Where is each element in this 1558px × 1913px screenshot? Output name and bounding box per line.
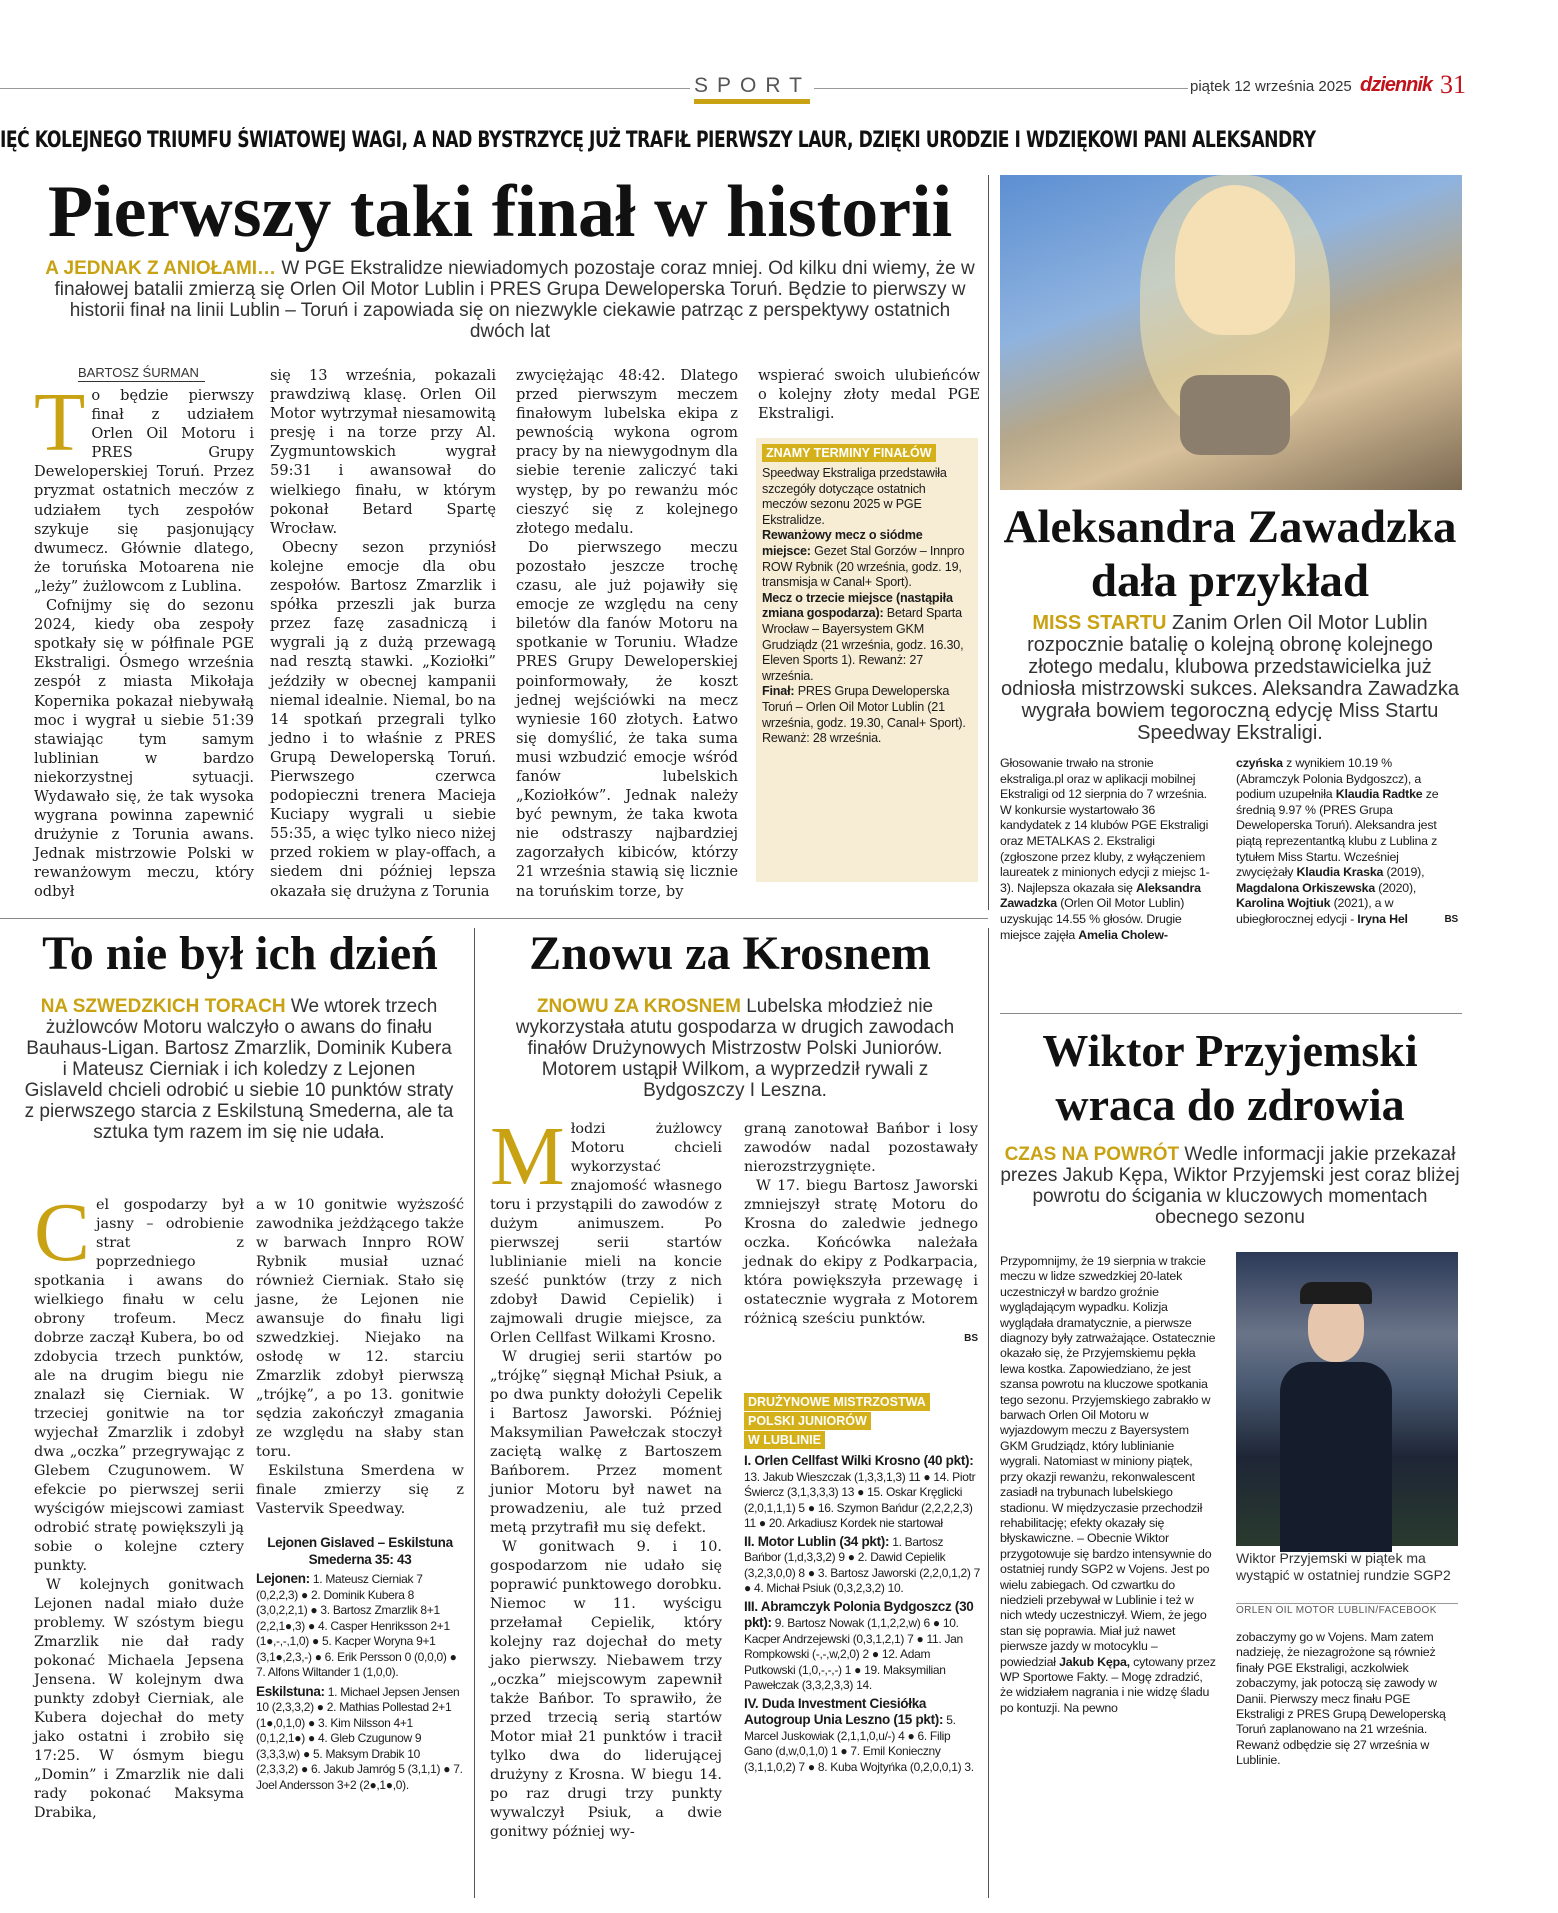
- team-name: IV. Duda Investment Ciesiółka Autogroup Unia Leszno (15 pkt):: [744, 1695, 944, 1727]
- dzien-col-1: [34, 1186, 244, 1823]
- text: (2019),: [1386, 865, 1425, 880]
- zawadzka-lead-text: Zanim Orlen Oil Motor Lublin rozpocznie batalię o kolejną obronę kolejnego złotego medalu, klubowa przedstawicielka już odniosła mistrzowski sukces. Aleksandra Zawadzka wygrała bowiem tegoroczną edycję Miss Startu Speedway Ekstraligi.: [1001, 612, 1459, 744]
- text: czyńska: [1236, 756, 1283, 770]
- text: Karolina Wojtiuk: [1236, 896, 1331, 911]
- text: Betard Sparta Wrocław – Bayersystem GKM Grudziądz (21 września, godz. 16.30, Eleven Sports 1). Rewanż: 27 września.: [762, 606, 964, 683]
- photo-caption: Wiktor Przyjemski w piątek ma wystąpić w ostatniej rundzie SGP2: [1236, 1550, 1451, 1583]
- wiktor-kicker: CZAS NA POWRÓT: [1004, 1144, 1180, 1165]
- dmpj-box-title: [744, 1392, 980, 1449]
- team-name: I. Orlen Cellfast Wilki Krosno (40 pkt):: [744, 1453, 974, 1468]
- headline-line: Aleksandra Zawadzka: [1003, 501, 1457, 553]
- text: Jakub Kępa,: [1059, 1654, 1130, 1669]
- header-rule: [0, 88, 690, 89]
- column-rule: [988, 928, 989, 1898]
- text: Rewanżowy mecz o siódme miejsce:: [762, 528, 923, 558]
- text: Mecz o trzecie miejsce (nastąpiła zmiana gospodarza):: [762, 590, 953, 621]
- text: ze średnią 9.97 % (PRES Grupa Deweloperska Toruń). Aleksandra jest piątą reprezentantką klubu z Lublina z tytułem Miss Startu. Wcześniej zwyciężały: [1236, 787, 1439, 880]
- section-label: SPORT: [694, 74, 811, 97]
- team-result: [744, 1453, 980, 1532]
- main-headline: Pierwszy taki finał w historii: [47, 171, 953, 253]
- paragraph: zwyciężając 48:42. Dlatego przed pierwszym meczem finałowym lubelska ekipa z pewnością wykona ogrom pracy by na niewygodnym dla siebie terenie zaliczyć taki występ, by po rewanżu móc cieszyć się z kolejnego złotego medalu.: [516, 367, 738, 537]
- strap-headline: IĘĆ KOLEJNEGO TRIUMFU ŚWIATOWEJ WAGI, A NAD BYSTRZYCĘ JUŻ TRAFIŁ PIERWSZY LAUR, DZIĘKI URODZIE I WDZIĘKOWI PANI ALEKSANDRY: [0, 128, 1316, 153]
- dropcap: M: [490, 1110, 565, 1203]
- paragraph: W gonitwach 9. i 10. gospodarzom nie udało się poprawić punktowego dorobku. Niemoc w 11. wyścigu przełamał Cepielik, który kolejny raz dojechał do mety jako pierwszy. Niebawem trzy „oczka” miejscowym zapewnił także Bańbor. To sprawiło, że przed trzecią serią startów Motor miał 21 punktów i tracił tylko dwa do liderującej drużyny z Krosna. W biegu 14. po raz drugi trzy punkty wywalczył Psiuk, a dwie gonitwy później wy-: [490, 1539, 722, 1840]
- zawadzka-lead: [1000, 612, 1460, 744]
- dzien-col-2: [256, 1196, 464, 1519]
- wiktor-body: [1000, 1254, 1216, 1716]
- wiktor-headline: [990, 1024, 1470, 1132]
- paragraph: a w 10 gonitwie wyższość zawodnika jeżdżącego także w barwach Innpro ROW Rybnik musiał uznać również Cierniak. Stało się jasne, że Lejonen nie awansuje do finału ligi szwedzkiej. Niejako na osłodę w 12. starciu Zmarzlik zdobył pierwszą „trójkę”, a po 13. gonitwie sędzia zakończył zmagania ze względu na słaby stan toru.: [256, 1197, 464, 1460]
- portrait-top: [1180, 375, 1290, 455]
- text: 1. Bartosz Bańbor (1,d,3,3,2) 9 ● 2. Dawid Cepielik (3,2,3,0,0) 8 ● 3. Bartosz Jaworski (2,2,0,1,2) 7 ● 4. Michał Psiuk (0,3,2,3,2) 10.: [744, 1534, 980, 1595]
- text: Speedway Ekstraliga przedstawiła szczegóły dotyczące ostatnich meczów sezonu 2025 w PGE Ekstralidze.: [762, 466, 947, 527]
- dzien-headline: To nie był ich dzień: [42, 927, 438, 980]
- text: Głosowanie trwało na stronie ekstraliga.pl oraz w aplikacji mobilnej Ekstraligi od 12 sierpnia do 7 września. W konkursie wystartowało 36 kandydatek z 14 klubów PGE Ekstraligi oraz METALKAS 2. Ekstraligi (zgłoszone przez kluby, z wyłączeniem laureatek z minionych edycji z miejsc 1-3). Najlepsza okazała się: [1000, 756, 1210, 895]
- main-col-4: wspierać swoich ulubieńców o kolejny złoty medal PGE Ekstraligi.: [758, 367, 980, 423]
- dzien-lead: [24, 996, 454, 1143]
- section-underline: [694, 99, 810, 104]
- portrait-jacket: [1280, 1362, 1392, 1552]
- text: Klaudia Kraska: [1296, 865, 1384, 880]
- photo-credit: ORLEN OIL MOTOR LUBLIN/FACEBOOK: [1236, 1603, 1458, 1616]
- team-result: [744, 1599, 980, 1694]
- krosno-col-2: [744, 1120, 978, 1348]
- main-col-2: [270, 366, 496, 901]
- text: 1. Mateusz Cierniak 7 (0,2,2,3) ● 2. Dominik Kubera 8 (3,0,2,2,1) ● 3. Bartosz Zmarzlik 8+1 (2,2,1●,3) ● 4. Casper Henriksson 2+1 (1●,-,-,1,0) ● 5. Kacper Woryna 9+1 (3,1●,2,3,-) ● 6. Erik Persson 0 (0,0,0) ● 7. Alfons Wiltander 1 (1,0,0).: [256, 1572, 457, 1679]
- text: Aleksandra Zawadzka: [1000, 880, 1201, 911]
- text: Finał:: [762, 684, 795, 699]
- zawadzka-col-1: [1000, 756, 1214, 943]
- team-name: Eskilstuna:: [256, 1683, 325, 1699]
- team-name: Lejonen:: [256, 1571, 310, 1586]
- signature: BS: [1444, 913, 1458, 925]
- text: Amelia Cholew-: [1078, 927, 1168, 942]
- headline-line: dała przykład: [1090, 555, 1370, 607]
- zawadzka-photo: [1000, 175, 1462, 490]
- text: 5. Marcel Juskowiak (2,1,1,0,u/-) 4 ● 6. Filip Gano (d,w,0,1,0) 1 ● 7. Emil Konieczny (3,1,1,0,2) 7 ● 8. Kuba Wojtyńka (0,2,0,0,1) 3.: [744, 1713, 974, 1774]
- author: BARTOSZ ŚURMAN: [78, 365, 205, 382]
- text: (2021), a w ubiegłorocznej edycji -: [1236, 896, 1394, 926]
- issue-date: piątek 12 września 2025: [1190, 78, 1352, 95]
- wiktor-col-2: zobaczymy go w Vojens. Mam zatem nadzieję, że niezagrożone są również finały PGE Ekstraligi, aczkolwiek zobaczymy, jak potoczą się zawody w Danii. Pierwszy mecz finału PGE Ekstraligi z PRES Grupą Deweloperską Toruń zaplanowano na 21 września. Rewanż odbędzie się 27 września w Lublinie.: [1236, 1630, 1446, 1768]
- text: z wynikiem 10.19 % (Abramczyk Polonia Bydgoszcz), a podium uzupełniła: [1236, 756, 1422, 802]
- krosno-lead: [490, 996, 980, 1101]
- paragraph: Do pierwszego meczu pozostało jeszcze trochę czasu, ale już pojawiły się emocje ze względu na ceny biletów dla fanów Motoru na spotkanie w Toruniu. Władze PRES Grupy Deweloperskiej poinformowały, że koszt jednej wejściówki na mecz wyniesie 160 złotych. Łatwo się domyślić, że taka suma musi wzbudzić emocje wśród fanów lubelskich „Koziołków”. Jednak należy być pewnym, że taka kwota nie odstraszy najbardziej zagorzałych kibiców, którzy 21 września stawią się licznie na toruńskim torze, by: [516, 538, 738, 900]
- column-rule: [474, 928, 475, 1898]
- zawadzka-headline: [990, 500, 1470, 608]
- main-kicker: A JEDNAK Z ANIOŁAMI…: [45, 258, 277, 279]
- text: PRES Grupa Deweloperska Toruń – Orlen Oil Motor Lublin (21 września, godz. 19.30, Canal+ Sport). Rewanż: 28 września.: [762, 684, 966, 746]
- text: (2020),: [1378, 880, 1417, 895]
- dates-box: [756, 438, 978, 882]
- paragraph: W 17. biegu Bartosz Jaworski zmniejszył stratę Motoru do Krosna do zaledwie jednego oczka. Końcówka należała jednak do ekipy z Podkarpacia, która powiększyła przewagę i ostatecznie wygrała z Motorem różnicą sześciu punktów.: [744, 1178, 978, 1327]
- paragraph: W kolejnych gonitwach Lejonen nadal miało duże problemy. W szóstym biegu Zmarzlik nie dał rady pokonać Michaela Jepsena Jensena. W kolejnym dwa punkty zdobył Cierniak, ale Kubera dojechał do mety jako ostatni i zrobiło się 17:25. W ósmym biegu „Domin” i Zmarzlik nie dali rady pokonać Maksyma Drabika,: [34, 1577, 244, 1821]
- dmpj-box: [744, 1392, 980, 1775]
- krosno-col-1: [490, 1110, 722, 1842]
- text: 9. Bartosz Nowak (1,1,2,2,w) 6 ● 10. Kacper Andrzejewski (0,3,1,2,1) 7 ● 11. Jan Rompkowski (-,-,w,2,0) 2 ● 12. Adam Putkowski (1,0,-,-,-) 1 ● 19. Maksymilian Pawełczak (3,3,2,3,3) 14.: [744, 1616, 963, 1692]
- zawadzka-kicker: MISS STARTU: [1032, 612, 1167, 634]
- text: Klaudia Radtke: [1335, 787, 1423, 802]
- wiktor-lead-text: Wedle informacji jakie przekazał prezes Jakub Kępa, Wiktor Przyjemski jest coraz bliżej powrotu do ścigania w kluczowych momentach obecnego sezonu: [1000, 1144, 1460, 1228]
- dropcap: T: [34, 376, 86, 469]
- headline-line: Wiktor Przyjemski: [1042, 1025, 1418, 1076]
- team-result: [744, 1696, 980, 1776]
- paragraph: się 13 września, pokazali prawdziwą klasę. Orlen Oil Motor wytrzymał niesamowitą presję i na torze przy Al. Zygmuntowskich wygrał 59:31 i awansował do wielkiego finału, w którym pokonał Betard Spartę Wrocław.: [270, 367, 496, 537]
- wiktor-lead: [1000, 1144, 1460, 1228]
- main-col-3: [516, 366, 738, 901]
- team-result: [256, 1571, 464, 1681]
- header-rule-right: [814, 88, 1188, 89]
- dropcap: C: [34, 1186, 91, 1279]
- signature: BS: [964, 1333, 978, 1344]
- paragraph: W drugiej serii startów po „trójkę” sięgnął Michał Psiuk, a po dwa punkty dołożyli Cepelik i Bartosz Jaworski. Później Maksymilian Pawełczak stoczył zaciętą walkę z Bartoszem Bańborem. Przez moment junior Motoru był nawet na prowadzeniu, ale tuż przed metą przytrafił mu się defekt.: [490, 1349, 722, 1536]
- text: cytowany przez WP Sportowe Fakty. – Mogę zdradzić, że widziałem nagrania i nie widzę śladu po kontuzji. Na pewno: [1000, 1654, 1216, 1715]
- team-name: III. Abramczyk Polonia Bydgoszcz (30 pkt):: [744, 1598, 974, 1630]
- text: (Orlen Oil Motor Lublin) uzyskując 14.55 % głosów. Drugie miejsce zajęła: [1000, 896, 1185, 942]
- paragraph: el gospodarzy był jasny – odrobienie strat z poprzedniego spotkania i awans do wielkiego finału w celu obrony trofeum. Mecz dobrze zaczął Kubera, bo od zdobycia trzech punktów, ale na drugim biegu nie znalazł się Cierniak. W trzeciej gonitwie na tor wyjechał Zmarzlik i zdobył dwa „oczka” przegrywając z Glebem Czugunowem. W efekcie po pierwszej serii wyścigów miejscowi zamiast odrobić stratę powiększyli ją sobie o kolejne cztery punkty.: [34, 1197, 244, 1574]
- text: Magdalona Orkiszewska: [1236, 880, 1376, 895]
- dzien-lead-text: We wtorek trzech żużlowców Motoru walczyło o awans do finału Bauhaus-Ligan. Bartosz Zmarzlik, Dominik Kubera i Mateusz Cierniak i ich koledzy z Lejonen Gislaveld chcieli odrobić u siebie 10 punktów straty z pierwszego starcia z Eskilstuną Smederna, ale ta sztuka tym razem im się nie udała.: [24, 996, 454, 1143]
- portrait-cap: [1300, 1282, 1372, 1304]
- box-title-line: DRUŻYNOWE MISTRZOSTWA: [744, 1393, 930, 1411]
- krosno-kicker: ZNOWU ZA KROSNEM: [536, 996, 741, 1017]
- main-col-1: [34, 376, 254, 902]
- dates-box-title: ZNAMY TERMINY FINAŁÓW: [762, 444, 936, 462]
- paragraph: łodzi żużlowcy Motoru chcieli wykorzystać znajomość własnego toru i przystąpili do zawodów z dużym animuszem. Po pierwszej serii startów lublinianie mieli na koncie sześć punktów (trzy z nich zdobył Dawid Cepielik) i zajmowali drugie miejsce, za Orlen Cellfast Wilkami Krosno.: [490, 1121, 722, 1346]
- text: Przypomnijmy, że 19 sierpnia w trakcie meczu w lidze szwedzkiej 20-latek uczestniczył w bardzo groźnie wyglądającym wypadku. Kolizja wyglądała dramatycznie, a pierwsze diagnozy były zatrważające. Ostatecznie okazało się, że Przyjemskiemu pękła lewa kostka. Zapowiedziano, że jest szansa powrotu na kluczowe spotkania tego sezonu. Przyjemskiego zabrakło w barwach Orlen Oil Motoru w wyjazdowym meczu z Bayersystem GKM Grudziądz, który lublinianie wygrali. Natomiast w miniony piątek, przy okazji rewanżu, rekonwalescent zasiadł na trybunach lubelskiego stadionu. W międzyczasie przechodził rehabilitację; efekty okazały się błyskawiczne. – Obecnie Wiktor przygotowuje się bardzo intensywnie do ostatniej rundy SGP2 w Vojens. Jest po wielu zabiegach. Od czwartku do niedzieli przebywał w Lublinie i też w nich wtedy uczestniczył. Wiem, że jego stan się poprawia. Miał już nawet pierwsze jazdy w motocyklu – powiedział: [1000, 1254, 1216, 1669]
- column-rule: [988, 175, 989, 910]
- team-name: II. Motor Lublin (34 pkt):: [744, 1533, 890, 1549]
- box-title-line: POLSKI JUNIORÓW: [744, 1412, 871, 1430]
- paragraph: Eskilstuna Smerdena w finale zmierzy się z Vastervik Speedway.: [256, 1463, 464, 1517]
- paragraph: Obecny sezon przyniósł kolejne emocje dla obu zespołów. Bartosz Zmarzlik i spółka przeszli jak burza przez fazę zasadniczą i wygrali ją z dużą przewagą nad resztą stawki. „Koziołki” jeździły w obecnej kampanii niemal idealnie. Niemal, bo na 14 spotkań przegrali tylko jedno i to właśnie z PRES Grupą Deweloperską Toruń. Pierwszego czerwca podopieczni trenera Macieja Kuciapy wygrali u siebie 55:35, a więc tylko nieco niżej przed rokiem w play-offach, a siedem dni później lepsza okazała się drużyna z Torunia: [270, 538, 496, 900]
- section-rule: [0, 918, 988, 919]
- zawadzka-col-2: [1236, 756, 1458, 928]
- brand-logo: dziennik: [1360, 74, 1433, 96]
- headline-line: wraca do zdrowia: [1055, 1079, 1405, 1130]
- text: 1. Michael Jepsen Jensen 10 (2,3,3,2) ● 2. Mathias Pollestad 2+1 (1●,0,1,0) ● 3. Kim Nilsson 4+1 (0,1,2,1●) ● 4. Gleb Czugunow 9 (3,3,3,w) ● 5. Maksym Drabik 10 (2,3,3,2) ● 6. Jakub Jamróg 5 (3,1,1) ● 7. Joel Andersson 3+2 (2●,1●,0).: [256, 1684, 463, 1792]
- krosno-lead-text: Lubelska młodzież nie wykorzystała atutu gospodarza w drugich zawodach finałów Drużynowych Mistrzostw Polski Juniorów. Motorem ustąpił Wilkom, a wyprzedził rywali z Bydgoszczy I Leszna.: [515, 996, 955, 1101]
- paragraph: Cofnijmy się do sezonu 2024, kiedy oba zespoły spotkały się w półfinale PGE Ekstraligi. Ósmego września zespół z miasta Mikołaja Kopernika pokazał niebywałą moc i wygrał u siebie 51:39 stawiając tym samym lublinian w bardzo niekorzystnej sytuacji. Wydawało się, że tak wysoka wygrana powinna zapewnić drużynie z Torunia awans. Jednak mistrzowie Polski w rewanżowym meczu, który odbył: [34, 597, 254, 901]
- wiktor-photo: [1236, 1252, 1458, 1546]
- text: Iryna Hel: [1357, 911, 1408, 926]
- main-lead-text: W PGE Ekstralidze niewiadomych pozostaje coraz mniej. Od kilku dni wiemy, że w finałowej batalii zmierzą się Orlen Oil Motor Lublin i PRES Grupa Deweloperska Toruń. Będzie to pierwszy w historii finał na linii Lublin – Toruń i zapowiada się on niezwykle ciekawie patrząc z perspektywy ostatnich dwóch lat: [54, 258, 975, 342]
- text: Gezet Stal Gorzów – Innpro ROW Rybnik (20 września, godz. 19, transmisja w Canal+ Sport).: [762, 543, 965, 590]
- dzien-results: [256, 1534, 464, 1793]
- dmpj-results: [744, 1453, 980, 1775]
- paragraph: o będzie pierwszy finał z udziałem Orlen Oil Motoru i PRES Grupy Deweloperskiej Toruń. Przez pryzmat ostatnich meczów z udziałem tych zespołów szykuje się pasjonujący dwumecz. Głównie dlatego, że toruńska Motoarena nie „leży” żużlowcom z Lublina.: [34, 387, 254, 595]
- section-rule-right: [1000, 1013, 1462, 1014]
- main-lead: [40, 258, 980, 342]
- text: 13. Jakub Wieszczak (1,3,3,1,3) 11 ● 14. Piotr Świercz (3,1,3,3,3) 13 ● 15. Oskar Kręglicki (2,0,1,1,1) 5 ● 16. Szymon Bańdur (2,2,2,2,3) 11 ● 20. Arkadiusz Kordek nie startował: [744, 1469, 976, 1530]
- paragraph: graną zanotował Bańbor i losy zawodów nadal pozostawały nierozstrzygnięte.: [744, 1121, 978, 1175]
- dzien-kicker: NA SZWEDZKICH TORACH: [40, 996, 286, 1017]
- krosno-headline: Znowu za Krosnem: [529, 927, 931, 980]
- team-result: [744, 1534, 980, 1597]
- box-title-line: W LUBLINIE: [744, 1431, 825, 1449]
- match-score: Lejonen Gislaved – Eskilstuna Smederna 35: 43: [267, 1535, 453, 1567]
- dates-box-text: [762, 466, 972, 747]
- page-number: 31: [1440, 70, 1466, 99]
- team-result: [256, 1684, 464, 1794]
